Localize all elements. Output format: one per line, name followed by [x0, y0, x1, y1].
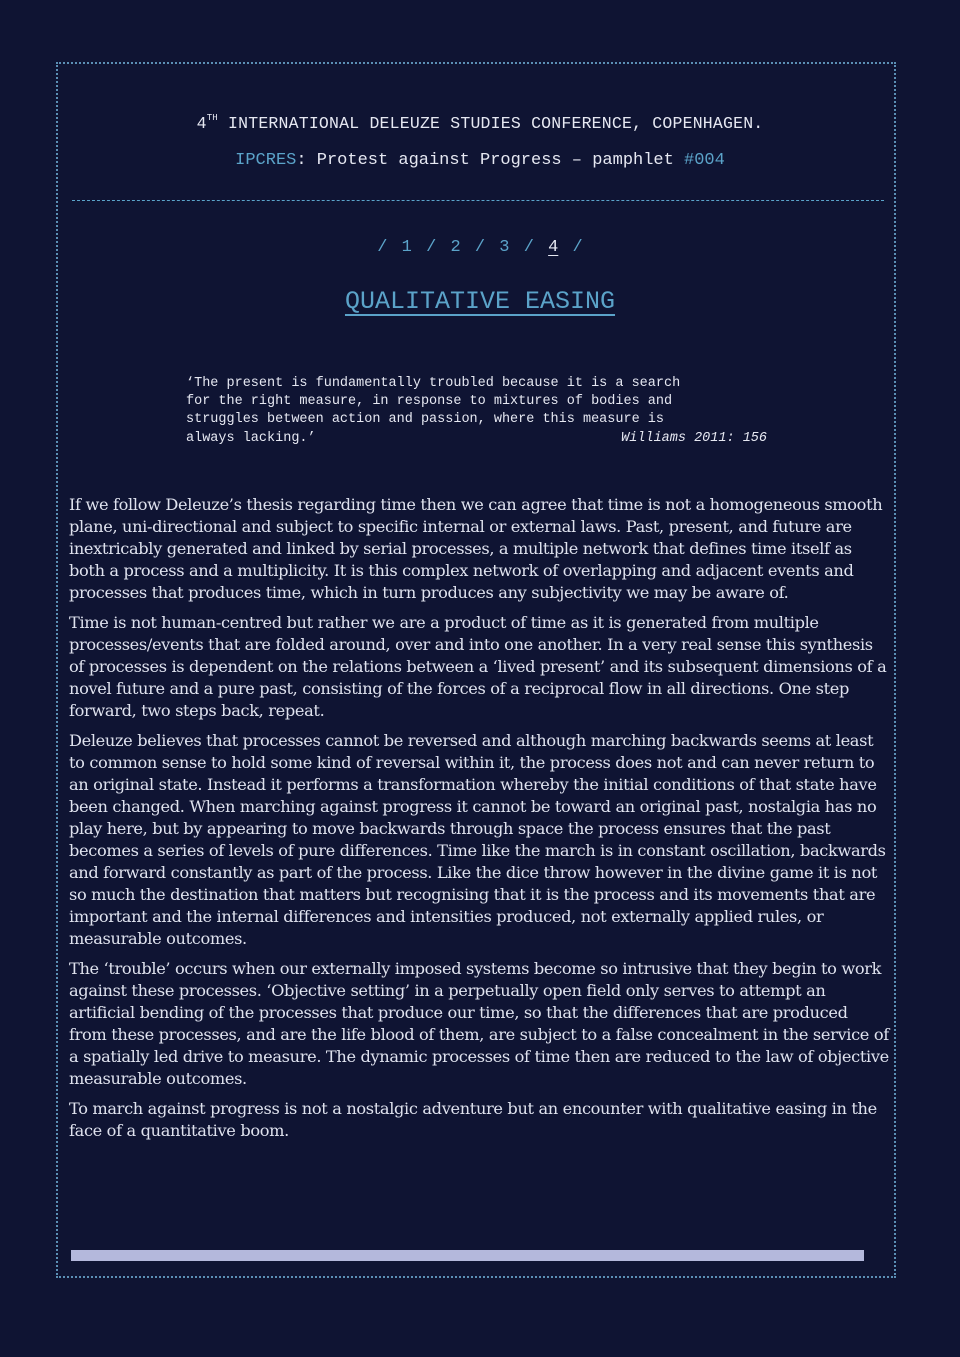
quote-line: for the right measure, in response to mixtures of bodies and — [186, 394, 673, 410]
epigraph-quote — [186, 375, 786, 448]
page-navigation — [0, 238, 960, 257]
ordinal-suffix: TH — [206, 112, 218, 123]
paragraph: Deleuze believes that processes cannot be reversed and although marching backwards seems at least to common sense to hold some kind of reversal within it, the process does not and can never return to an original state. Instead it performs a transformation whereby the initial conditions of that state have been changed. When marching against progress it cannot be toward an original past, nostalgia has no play here, but by appearing to move backwards through space the process ensures that the past becomes a series of levels of pure differences. Time like the march is in constant oscillation, backwards and forward constantly as part of the process. Like the dice throw however in the divine game it is not so much the destination that matters but recognising that it is the process and its movements that are important and the internal differences and intensities produced, not externally applied rules, or measurable outcomes. — [69, 731, 886, 948]
org-name: IPCRES — [235, 151, 297, 170]
pamphlet-label: : Protest against Progress – pamphlet — [296, 151, 685, 170]
hash-symbol: # — [684, 151, 695, 170]
paragraph: If we follow Deleuze’s thesis regarding time then we can agree that time is not a homogeneous smooth plane, uni-directional and subject to specific internal or external laws. Past, present, and future are inextricably generated and linked by serial processes, a multiple network that defines time itself as both a process and a multiplicity. It is this complex network of overlapping and adjacent events and processes that produces time, which in turn produces any subjectivity we may be aware of. — [69, 495, 883, 602]
separator: / — [377, 238, 388, 257]
paragraph: Time is not human-centred but rather we are a product of time as it is generated from multiple processes/events that are folded around, over and into one another. In a very real sense this synthesis of processes is dependent on the relations between a ‘lived present’ and its subsequent dimensions of a novel future and a pure past, consisting of the forces of a reciprocal flow in all directions. One step forward, two steps back, repeat. — [69, 613, 887, 720]
separator: / — [523, 238, 534, 257]
quote-line: struggles between action and passion, where this measure is — [186, 412, 664, 428]
paragraph: To march against progress is not a nostalgic adventure but an encounter with qualitative easing in the face of a quantitative boom. — [69, 1099, 877, 1140]
quote-citation: Williams 2011: 156 — [621, 430, 767, 446]
dashed-divider — [72, 200, 884, 201]
page-title: QUALITATIVE EASING — [344, 287, 616, 316]
separator: / — [572, 238, 583, 257]
quote-line: always lacking.’ — [186, 430, 316, 446]
pamphlet-number: 004 — [694, 151, 725, 170]
separator: / — [474, 238, 486, 257]
footer-bar — [71, 1250, 864, 1261]
pamphlet-heading — [0, 151, 960, 170]
body-text — [69, 494, 889, 1150]
conference-heading — [0, 114, 960, 133]
ordinal-number: 4 — [196, 114, 207, 133]
quote-line: ‘The present is fundamentally troubled because it is a search — [186, 376, 681, 391]
page-link-4-current[interactable]: 4 — [548, 238, 559, 257]
separator: / — [426, 238, 437, 257]
page-link-2[interactable]: 2 — [450, 238, 461, 257]
page-link-3[interactable]: 3 — [499, 238, 510, 257]
paragraph: The ‘trouble’ occurs when our externally imposed systems become so intrusive that they begin to work against these processes. ‘Objective setting’ in a perpetually open field only serves to attempt an artificial bending of the processes that produce our time, so that the differences that are produced from these processes, and are the life blood of them, are subject to a false concealment in the service of a spatially led drive to measure. The dynamic processes of time then are reduced to the law of objective measurable outcomes. — [69, 959, 889, 1088]
conference-name: INTERNATIONAL DELEUZE STUDIES CONFERENCE, COPENHAGEN. — [228, 114, 764, 133]
page-link-1[interactable]: 1 — [401, 238, 412, 257]
